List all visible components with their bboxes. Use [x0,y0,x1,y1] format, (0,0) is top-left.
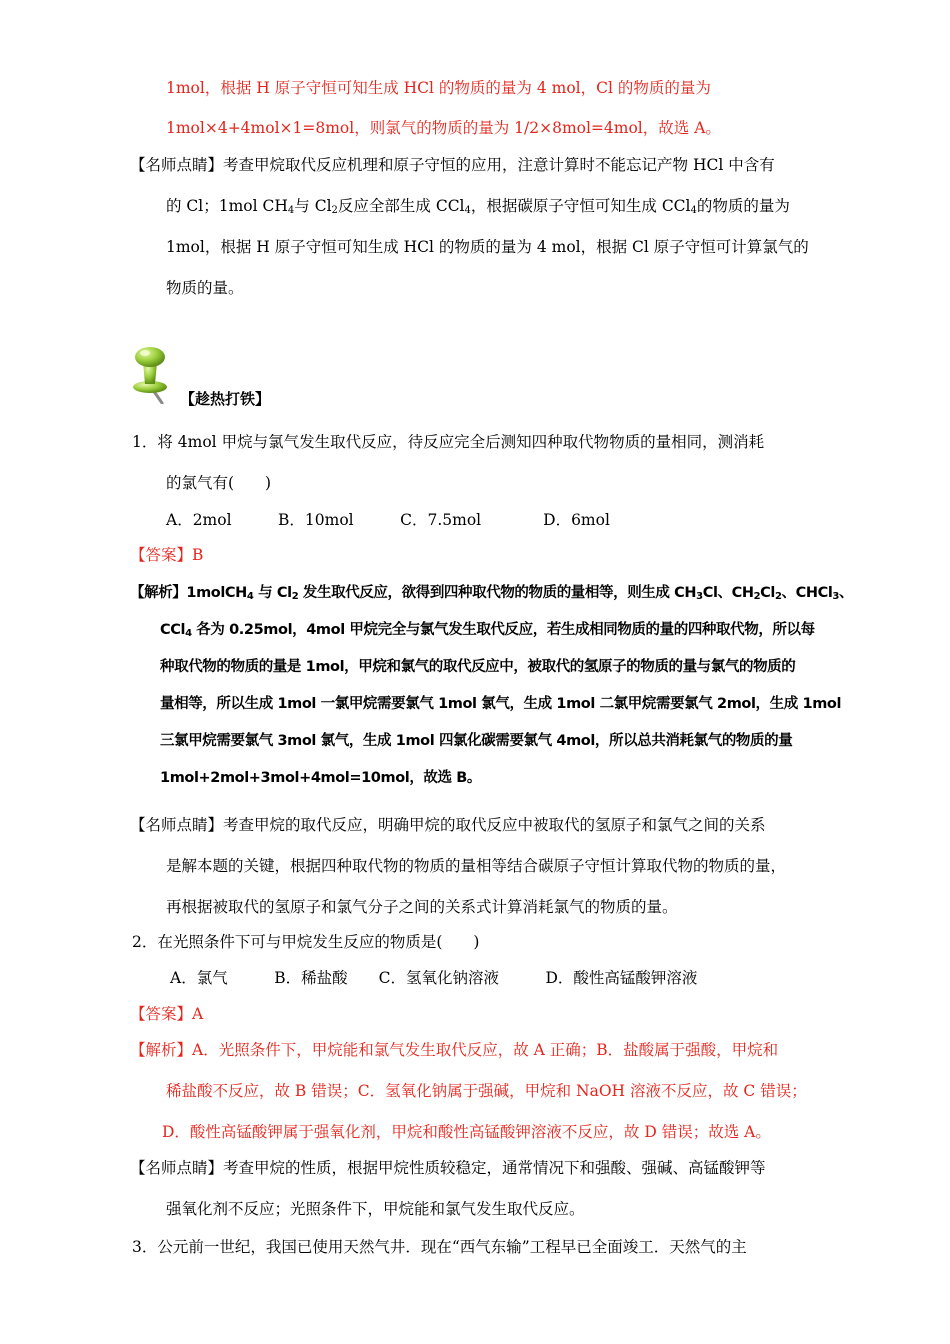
teacher-tip-line: 强氧化剂不反应；光照条件下，甲烷能和氯气发生取代反应。 [166,1200,585,1218]
answer [130,545,203,565]
analysis-text: Cl [760,585,775,601]
teacher-tip-label: 【名师点睛】 [130,156,224,174]
subscript: 3 [832,591,839,602]
subscript: 4 [185,628,192,639]
subscript: 2 [291,591,299,602]
teacher-tip [130,155,775,175]
teacher-tip [130,815,766,835]
analysis-text: 与 Cl [253,585,292,601]
analysis-line: 稀盐酸不反应，故 B 错误；C．氢氧化钠属于强碱，甲烷和 NaOH 溶液不反应，故 C 错误； [166,1082,807,1100]
section-title: 【趁热打铁】 [180,390,271,408]
subscript: 2 [774,591,782,602]
analysis-line [130,1040,778,1060]
analysis-line: 1mol×4+4mol×1=8mol，则氯气的物质的量为 1/2×8mol=4mol，故选 A。 [166,119,721,137]
analysis-label: 【解析】 [130,1041,193,1059]
teacher-tip-line: 再根据被取代的氢原子和氯气分子之间的关系式计算消耗氯气的物质的量。 [166,898,678,916]
question-options: A．氯气 B．稀盐酸 C．氢氧化钠溶液 D．酸性高锰酸钾溶液 [170,969,698,987]
answer-value: A [192,1005,204,1023]
analysis-line: D．酸性高锰酸钾属于强氧化剂，甲烷和酸性高锰酸钾溶液不反应，故 D 错误；故选 A。 [162,1123,771,1141]
subscript: 3 [696,591,703,602]
analysis-line: 1mol+2mol+3mol+4mol=10mol，故选 B。 [160,770,482,786]
analysis-text: 各为 0.25mol，4mol 甲烷完全与氯气发生取代反应，若生成相同物质的量的四种取代物，所以每 [191,622,815,638]
teacher-tip [130,1158,766,1178]
analysis-text: 1molCH [186,585,247,601]
question-options: A．2mol B．10mol C．7.5mol D．6mol [166,511,610,529]
subscript: 2 [753,591,761,602]
question-stem: 3．公元前一世纪，我国已使用天然气井．现在“西气东输”工程早已全面竣工．天然气的主 [132,1238,747,1256]
subscript: 4 [690,205,697,216]
analysis-line: 1mol，根据 H 原子守恒可知生成 HCl 的物质的量为 4 mol，Cl 的物质的量为 [166,79,711,97]
subscript: 4 [464,205,471,216]
analysis-line [130,583,853,603]
subscript: 2 [331,205,338,216]
analysis-text: 、 [838,585,854,601]
analysis-line: 量相等，所以生成 1mol 一氯甲烷需要氯气 1mol 氯气，生成 1mol 二氯甲烷需要氯气 2mol，生成 1mol [160,696,842,712]
analysis-line: 三氯甲烷需要氯气 3mol 氯气，生成 1mol 四氯化碳需要氯气 4mol，所以总共消耗氯气的物质的量 [160,733,793,749]
teacher-tip-label: 【名师点睛】 [130,1159,224,1177]
answer [130,1004,203,1024]
subscript: 4 [287,205,295,216]
analysis-line [160,620,815,640]
teacher-tip-line [166,196,790,216]
teacher-tip-label: 【名师点睛】 [130,816,224,834]
teacher-tip-text: 考查甲烷取代反应机理和原子守恒的应用，注意计算时不能忘记产物 HCl 中含有 [223,156,775,174]
teacher-tip-text: 考查甲烷的取代反应，明确甲烷的取代反应中被取代的氢原子和氯气之间的关系 [223,816,766,834]
subscript: 4 [246,591,254,602]
tip-text: 的物质的量为 [696,197,790,215]
tip-text: ，根据碳原子守恒可知生成 CCl [470,197,691,215]
answer-label: 【答案】 [130,546,193,564]
question-stem: 的氯气有( ) [166,474,272,492]
analysis-text: CCl [160,622,186,638]
analysis-text: 、CHCl [781,585,833,601]
teacher-tip-line: 物质的量。 [166,279,244,297]
teacher-tip-text: 考查甲烷的性质，根据甲烷性质较稳定，通常情况下和强酸、强碱、高锰酸钾等 [223,1159,766,1177]
analysis-text: Cl、CH [702,585,754,601]
question-stem: 1．将 4mol 甲烷与氯气发生取代反应，待反应完全后测知四种取代物物质的量相同，测消耗 [132,433,765,451]
tip-text: 与 Cl [294,197,332,215]
analysis-text: 发生取代反应，欲得到四种取代物的物质的量相等，则生成 CH [298,585,697,601]
analysis-line: 种取代物的物质的量是 1mol，甲烷和氯气的取代反应中，被取代的氢原子的物质的量与氯气的物质的 [160,659,796,675]
teacher-tip-line: 1mol，根据 H 原子守恒可知生成 HCl 的物质的量为 4 mol，根据 Cl 原子守恒可计算氯气的 [166,238,809,256]
tip-text: 的 Cl；1mol CH [166,197,288,215]
analysis-text: A．光照条件下，甲烷能和氯气发生取代反应，故 A 正确；B．盐酸属于强酸，甲烷和 [192,1041,779,1059]
tip-text: 反应全部生成 CCl [337,197,465,215]
question-stem: 2．在光照条件下可与甲烷发生反应的物质是( ) [132,933,480,951]
answer-label: 【答案】 [130,1005,193,1023]
answer-value: B [192,546,204,564]
pushpin-icon [126,346,180,404]
teacher-tip-line: 是解本题的关键，根据四种取代物的物质的量相等结合碳原子守恒计算取代物的物质的量， [166,857,787,875]
analysis-label: 【解析】 [130,585,187,601]
